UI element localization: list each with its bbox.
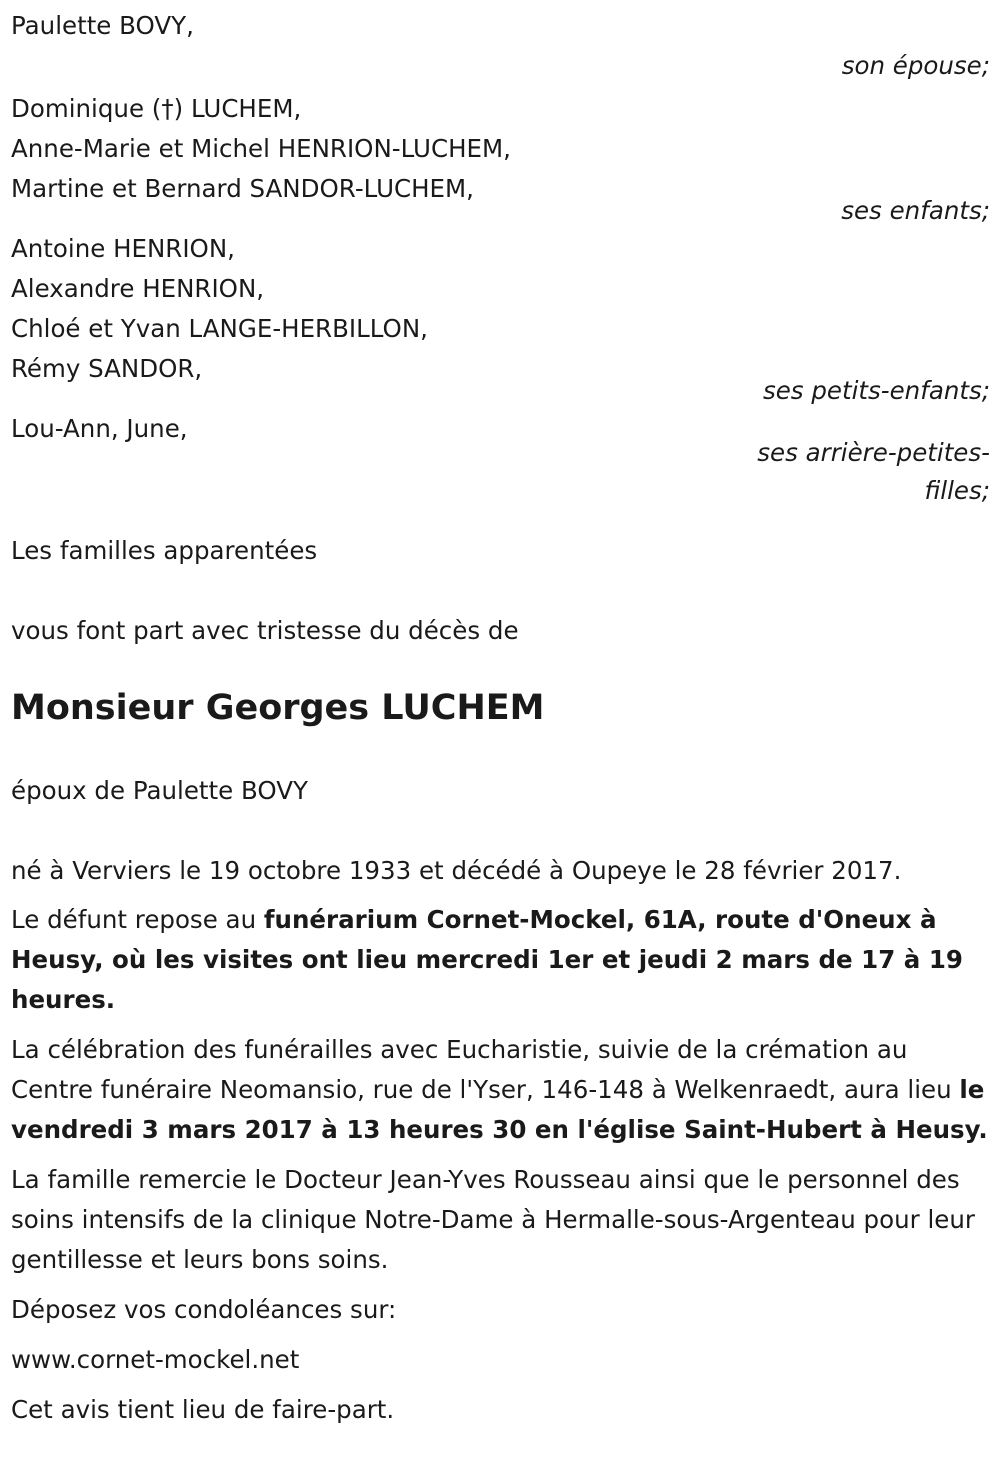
- visitation-paragraph: [11, 900, 990, 1020]
- spouse-name: Paulette BOVY,: [11, 11, 194, 40]
- great-grandchild-name: Lou-Ann, June,: [11, 414, 188, 443]
- condolences-label: Déposez vos condoléances sur:: [11, 1295, 397, 1324]
- visitation-intro: Le défunt repose au: [11, 905, 264, 934]
- ceremony-intro: La célébration des funérailles avec Eucharistie, suivie de la crémation au Centre funéraire Neomansio, rue de l'Yser, 146-148 à Welkenraedt, aura lieu: [11, 1035, 960, 1104]
- thanks-paragraph: La famille remercie le Docteur Jean-Yves Rousseau ainsi que le personnel des soins intensifs de la clinique Notre-Dame à Hermalle-sous-Argenteau pour leur gentillesse et leurs bons soins.: [11, 1165, 975, 1274]
- grandchild-name: Antoine HENRION,: [11, 234, 235, 263]
- great-grandchildren-role-line1: ses arrière-petites-: [757, 438, 990, 467]
- grandchild-name: Rémy SANDOR,: [11, 354, 203, 383]
- ceremony-details: le vendredi 3 mars 2017 à 13 heures 30 en l'église Saint-Hubert à Heusy.: [11, 1075, 988, 1144]
- spouse-of: époux de Paulette BOVY: [11, 776, 308, 805]
- deceased-name: Monsieur Georges LUCHEM: [11, 688, 545, 728]
- child-name: Anne-Marie et Michel HENRION-LUCHEM,: [11, 134, 511, 163]
- birth-death: né à Verviers le 19 octobre 1933 et décédé à Oupeye le 28 février 2017.: [11, 856, 902, 885]
- announcement: vous font part avec tristesse du décès de: [11, 616, 519, 645]
- children-group: [11, 89, 990, 231]
- related-families: Les familles apparentées: [11, 536, 318, 565]
- great-grandchildren-group: [11, 409, 990, 511]
- visitation-details: funérarium Cornet-Mockel, 61A, route d'Oneux à Heusy, où les visites ont lieu mercredi 1er et jeudi 2 mars de 17 à 19 heures.: [11, 905, 963, 1014]
- grandchildren-group: [11, 229, 990, 411]
- grandchildren-role: ses petits-enfants;: [762, 376, 990, 405]
- children-role: ses enfants;: [841, 196, 990, 225]
- child-name: Dominique (†) LUCHEM,: [11, 94, 302, 123]
- closing-note: Cet avis tient lieu de faire-part.: [11, 1395, 395, 1424]
- grandchild-name: Alexandre HENRION,: [11, 274, 265, 303]
- spouse-role: son épouse;: [841, 51, 990, 80]
- spouse-group: [11, 0, 990, 86]
- grandchild-name: Chloé et Yvan LANGE-HERBILLON,: [11, 314, 428, 343]
- great-grandchildren-role-line2: filles;: [924, 476, 990, 505]
- condolences-link[interactable]: www.cornet-mockel.net: [11, 1345, 300, 1374]
- child-name: Martine et Bernard SANDOR-LUCHEM,: [11, 174, 474, 203]
- ceremony-paragraph: [11, 1030, 990, 1150]
